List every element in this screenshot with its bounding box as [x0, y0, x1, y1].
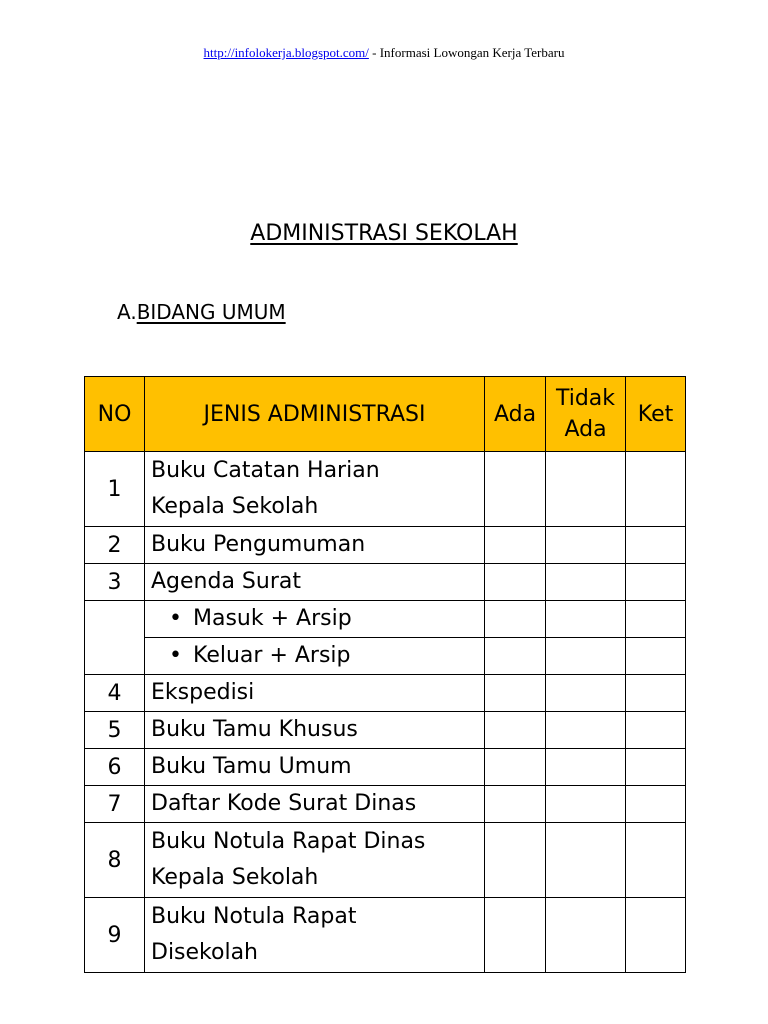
cell-ada	[485, 564, 546, 601]
cell-ada	[485, 749, 546, 786]
cell-ada	[485, 675, 546, 712]
section-title: BIDANG UMUM	[136, 300, 286, 324]
cell-tidak-ada	[546, 898, 626, 973]
cell-ket	[626, 712, 686, 749]
header-tidak-ada-line1: Tidak	[555, 386, 616, 411]
bullet-icon: •	[169, 643, 182, 668]
cell-ada	[485, 712, 546, 749]
cell-ket	[626, 638, 686, 675]
cell-ket	[626, 564, 686, 601]
table-row	[85, 749, 686, 786]
cell-ket	[626, 601, 686, 638]
cell-tidak-ada	[546, 675, 626, 712]
row-name	[145, 601, 485, 638]
cell-tidak-ada	[546, 564, 626, 601]
header-ada: Ada	[485, 377, 546, 452]
cell-tidak-ada	[546, 749, 626, 786]
row-name	[145, 638, 485, 675]
row-number: 2	[85, 527, 145, 564]
cell-ada	[485, 638, 546, 675]
row-name-text: Keluar + Arsip	[193, 643, 351, 668]
cell-tidak-ada	[546, 712, 626, 749]
page-header	[0, 45, 768, 61]
header-no: NO	[85, 377, 145, 452]
row-name: Agenda Surat	[145, 564, 485, 601]
row-name: Buku Tamu Umum	[145, 749, 485, 786]
cell-tidak-ada	[546, 786, 626, 823]
row-number: 4	[85, 675, 145, 712]
row-name: Buku Pengumuman	[145, 527, 485, 564]
row-name-line2: Disekolah	[151, 940, 259, 965]
cell-ket	[626, 452, 686, 527]
table-row	[85, 786, 686, 823]
cell-ada	[485, 527, 546, 564]
row-name	[145, 452, 485, 527]
cell-ket	[626, 823, 686, 898]
row-name: Daftar Kode Surat Dinas	[145, 786, 485, 823]
header-tagline: - Informasi Lowongan Kerja Terbaru	[368, 45, 565, 60]
header-tidak-ada-line2: Ada	[564, 417, 607, 442]
cell-ket	[626, 786, 686, 823]
table-row	[85, 898, 686, 973]
row-name	[145, 823, 485, 898]
administration-table	[84, 376, 686, 973]
table-row	[85, 712, 686, 749]
row-name: Ekspedisi	[145, 675, 485, 712]
table-header-row	[85, 377, 686, 452]
header-tidak-ada	[546, 377, 626, 452]
blog-link[interactable]: http://infolokerja.blogspot.com/	[203, 45, 369, 60]
row-number: 6	[85, 749, 145, 786]
header-jenis-administrasi: JENIS ADMINISTRASI	[145, 377, 485, 452]
row-name-line2: Kepala Sekolah	[151, 865, 319, 890]
cell-ada	[485, 786, 546, 823]
cell-tidak-ada	[546, 823, 626, 898]
cell-ada	[485, 898, 546, 973]
row-name-line2: Kepala Sekolah	[151, 494, 319, 519]
cell-ada	[485, 823, 546, 898]
table-row	[85, 601, 686, 638]
table-row	[85, 823, 686, 898]
table-row	[85, 452, 686, 527]
cell-tidak-ada	[546, 452, 626, 527]
row-number: 1	[85, 452, 145, 527]
row-number: 5	[85, 712, 145, 749]
cell-ada	[485, 452, 546, 527]
table-row	[85, 675, 686, 712]
row-name-line1: Buku Catatan Harian	[151, 458, 380, 483]
row-name-text: Masuk + Arsip	[193, 606, 352, 631]
table-row	[85, 638, 686, 675]
row-number: 8	[85, 823, 145, 898]
cell-tidak-ada	[546, 638, 626, 675]
bullet-icon: •	[169, 606, 182, 631]
cell-tidak-ada	[546, 527, 626, 564]
section-prefix: A.	[117, 300, 137, 324]
table-row	[85, 564, 686, 601]
row-name	[145, 898, 485, 973]
section-heading	[117, 298, 286, 326]
cell-ket	[626, 749, 686, 786]
header-ket: Ket	[626, 377, 686, 452]
cell-ket	[626, 898, 686, 973]
document-title: ADMINISTRASI SEKOLAH	[250, 221, 518, 246]
row-name-line1: Buku Notula Rapat	[151, 904, 357, 929]
cell-ket	[626, 527, 686, 564]
row-number: 9	[85, 898, 145, 973]
cell-ket	[626, 675, 686, 712]
row-number: 3	[85, 564, 145, 601]
table-row	[85, 527, 686, 564]
cell-tidak-ada	[546, 601, 626, 638]
row-number: 7	[85, 786, 145, 823]
cell-ada	[485, 601, 546, 638]
row-name: Buku Tamu Khusus	[145, 712, 485, 749]
row-number	[85, 601, 145, 675]
row-name-line1: Buku Notula Rapat Dinas	[151, 829, 426, 854]
